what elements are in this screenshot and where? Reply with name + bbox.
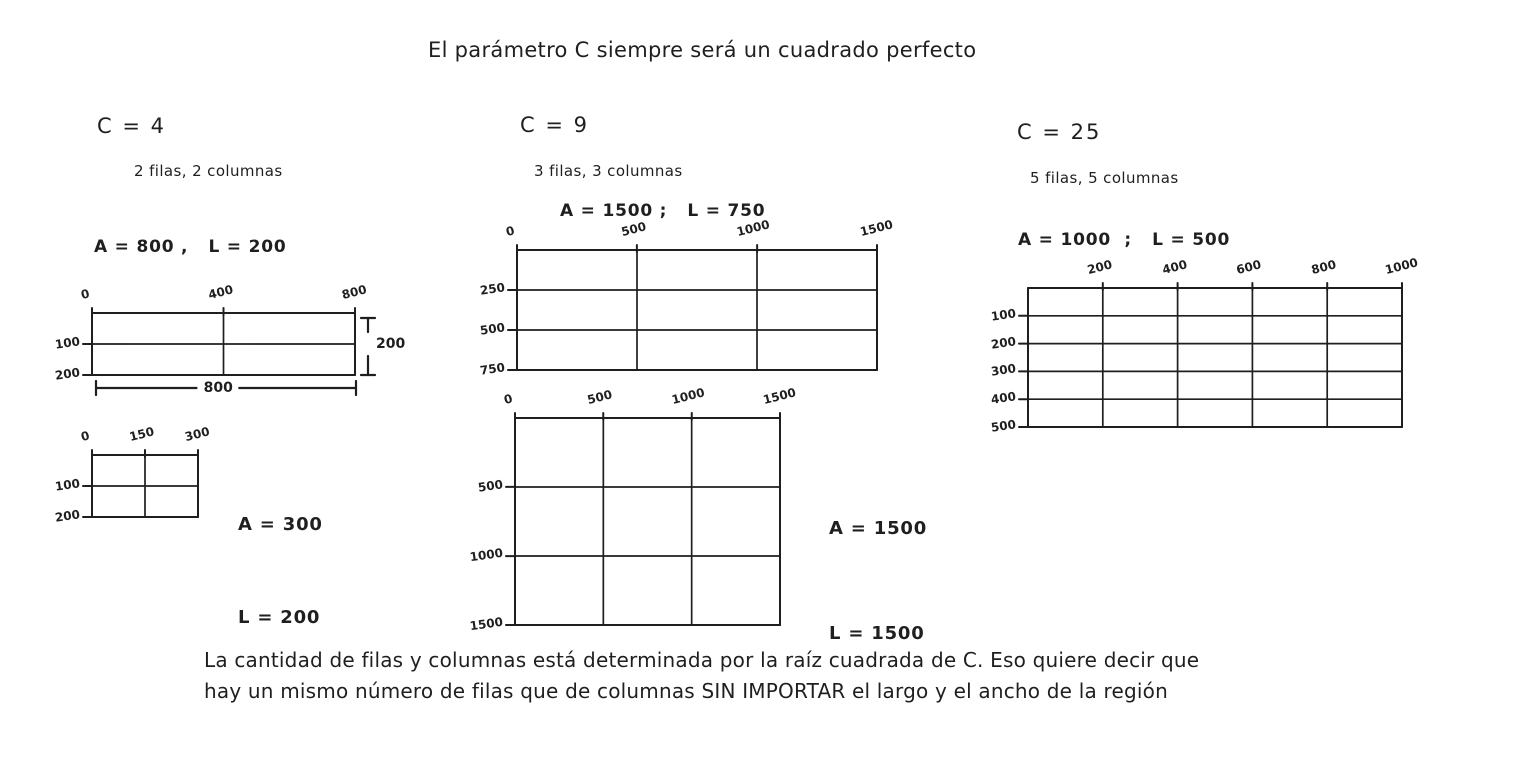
note-line: L = 1500: [829, 623, 925, 644]
x-tick-label: 800: [340, 282, 369, 302]
x-tick-label: 500: [586, 387, 614, 407]
x-tick-label: 400: [1160, 257, 1189, 277]
x-tick-label: 800: [1310, 257, 1338, 277]
y-tick-label: 250: [479, 280, 506, 298]
x-tick-label: 150: [127, 424, 156, 444]
section-c4-subheading: 2 filas, 2 columnas: [134, 162, 283, 180]
x-tick-label: 0: [504, 223, 516, 239]
conclusion-line-2: hay un mismo número de filas que de columnas SIN IMPORTAR el largo y el ancho de la región: [204, 679, 1168, 703]
y-tick-label: 200: [990, 333, 1017, 352]
x-tick-label: 0: [502, 391, 514, 407]
grid-lines: [515, 418, 780, 625]
y-tick-label: 200: [54, 365, 81, 383]
section-c25-subheading: 5 filas, 5 columnas: [1030, 169, 1179, 187]
grid-lines: [517, 250, 877, 370]
x-tick-label: 1000: [669, 385, 706, 407]
section-c4-params: A = 800 , L = 200: [94, 237, 287, 257]
y-tick-label: 200: [54, 507, 81, 525]
grid-lines: [1028, 288, 1402, 427]
x-tick-label: 0: [79, 286, 91, 302]
note-line: L = 200: [238, 607, 321, 628]
x-tick-label: 0: [79, 428, 91, 444]
y-tick-label: 500: [477, 477, 504, 495]
section-c25-heading: C = 25: [1017, 120, 1102, 144]
grid-c4-main: [54, 282, 406, 396]
grid-lines: [92, 455, 198, 517]
y-tick-label: 1500: [468, 614, 504, 634]
y-tick-label: 1000: [468, 545, 504, 565]
grid-lines: [92, 313, 355, 375]
width-dimension-label: 800: [198, 380, 239, 396]
x-tick-label: 500: [619, 219, 648, 239]
x-tick-label: 200: [1085, 257, 1114, 277]
y-tick-label: 500: [479, 320, 506, 338]
section-c9-subheading: 3 filas, 3 columnas: [534, 162, 683, 180]
x-tick-label: 1500: [858, 217, 895, 239]
conclusion-line-1: La cantidad de filas y columnas está determinada por la raíz cuadrada de C. Eso quiere decir que: [204, 648, 1200, 672]
x-tick-label: 300: [183, 424, 212, 444]
y-tick-label: 100: [54, 334, 81, 352]
y-tick-label: 100: [990, 306, 1017, 324]
y-tick-label: 100: [54, 476, 81, 494]
grid-c9-square: [468, 385, 798, 634]
grid-c25: [990, 255, 1420, 435]
x-tick-label: 1000: [735, 217, 772, 239]
section-c25-params: A = 1000 ; L = 500: [1018, 230, 1231, 250]
y-tick-label: 750: [479, 360, 506, 378]
page-title: El parámetro C siempre será un cuadrado perfecto: [428, 38, 977, 62]
grid-c4-small: [54, 424, 212, 525]
x-tick-label: 600: [1235, 257, 1263, 277]
x-tick-label: 1000: [1383, 255, 1420, 277]
grid-c9-wide: [479, 217, 895, 378]
y-tick-label: 500: [990, 417, 1017, 435]
height-dimension-label: 200: [376, 336, 406, 352]
note-line: A = 300: [238, 514, 323, 535]
y-tick-label: 300: [990, 361, 1017, 380]
section-c9-params: A = 1500 ; L = 750: [560, 201, 766, 221]
note-line: A = 1500: [829, 518, 928, 539]
section-c4-heading: C = 4: [97, 114, 166, 138]
x-tick-label: 400: [206, 282, 235, 302]
x-tick-label: 1500: [761, 385, 798, 407]
section-c9-heading: C = 9: [520, 113, 589, 137]
y-tick-label: 400: [990, 389, 1017, 407]
